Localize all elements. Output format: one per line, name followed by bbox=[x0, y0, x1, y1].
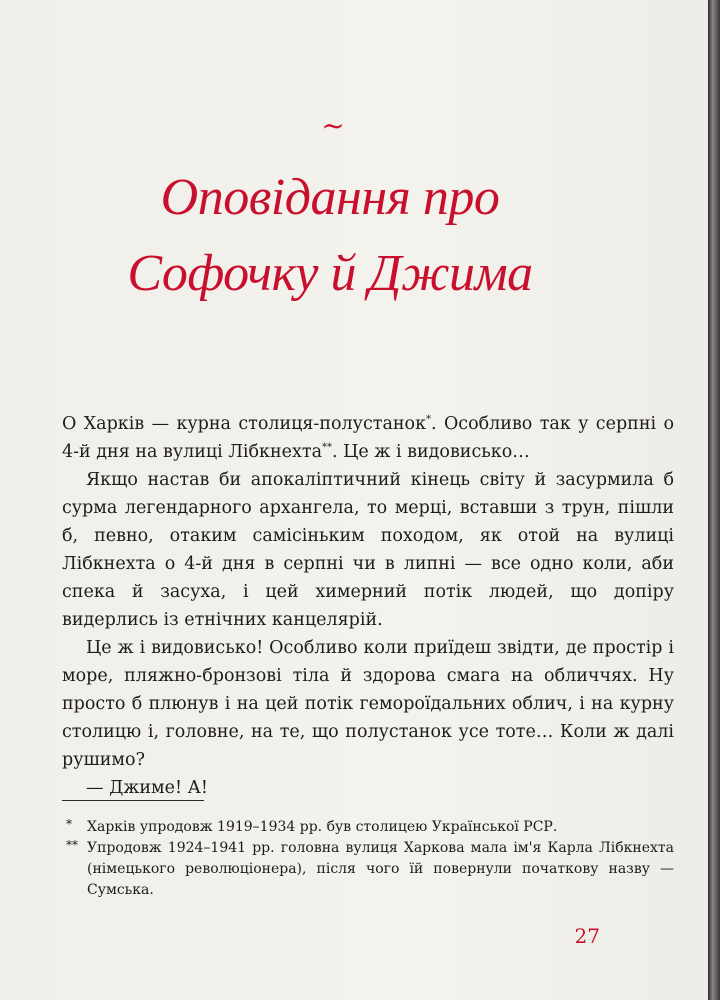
footnote-2-mark: ** bbox=[66, 838, 78, 852]
footnote-ref-1: * bbox=[426, 414, 432, 425]
footnotes bbox=[62, 817, 674, 901]
paragraph-3: Це ж і видовисько! Особливо коли приїдеш звідти, де простір і море, пляжно-бронзові тіла й здорова смага на обличчях. Ну просто б плюнув і на цей потік геморoїдальних облич, і на курну столицю і, головне, на те, що полустанок усе тоте… Коли ж далі рушимо? bbox=[62, 638, 674, 770]
page-number: 27 bbox=[574, 924, 600, 948]
footnote-divider bbox=[62, 800, 204, 801]
footnote-1 bbox=[62, 817, 674, 838]
footnote-ref-2: ** bbox=[322, 442, 332, 453]
footnote-1-text: Харків упродовж 1919–1934 рр. був столицею Української РСР. bbox=[87, 819, 558, 835]
chapter-title-line-1: Оповідання про bbox=[160, 169, 500, 226]
footnote-2 bbox=[62, 838, 674, 901]
paragraph-1-part-a: О Харків — курна столиця-полустанок bbox=[62, 414, 427, 434]
paragraph-1-part-c: . Це ж і видовисько… bbox=[332, 442, 530, 462]
body-text bbox=[62, 410, 674, 802]
ornament-tilde: ~ bbox=[321, 109, 345, 142]
book-edge bbox=[708, 0, 720, 1000]
footnote-2-text: Упродовж 1924–1941 рр. головна вулиця Харкова мала ім'я Карла Лібкнехта (німецького революціонера), після чого їй повернули початкову назву — Сумська. bbox=[87, 840, 674, 898]
footnote-1-mark: * bbox=[66, 817, 72, 831]
paragraph-2: Якщо настав би апокаліптичний кінець світу й засурмила б сурма легендарного архангела, то мерці, вставши з трун, пішли б, певно, отаким самісіньким походом, як отой на вулиці Лібкнехта о 4-й дня в серпні чи в липні — все одно коли, аби спека й засуха, і цей химерний потік людей, що допіру видерлись із етнічних канцелярій. bbox=[62, 470, 674, 630]
paragraph-1-part-b: . Особливо так у серпні о 4-й дня на вулиці Лібкнехта bbox=[62, 414, 674, 462]
paragraph-1 bbox=[62, 410, 674, 466]
chapter-title-line-2: Софочку й Джима bbox=[127, 245, 533, 302]
paragraph-4: — Джиме! А! bbox=[86, 778, 208, 798]
chapter-title bbox=[0, 160, 660, 312]
